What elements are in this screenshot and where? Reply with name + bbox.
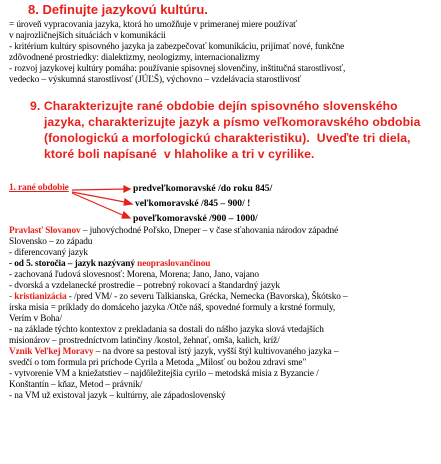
body-line-7 [9, 292, 435, 303]
body-line-14: - vytvorenie VM a kniežatstiev – najdôležitejšia cyrilo – metodská misia z Byzancie / [9, 369, 319, 379]
q8-line-2: v najrozličnejších situáciách v komunikácii [9, 31, 166, 41]
l7-rest: - /pred VM/ - zo severu Talkianska, Grécka, Nemecka (Bavorska), Škótsko – [66, 292, 348, 302]
body-line-8: írska misia = príklady do domáceho jazyka /Otče náš, spovedné formuly a krstné formuly, [9, 303, 336, 313]
body-line-13: svedčí o tom formula pri príchode Cyrila a Metoda „Milosť ou božou zdravi sme" [9, 358, 307, 368]
pravlast-label: Pravlasť Slovanov [9, 226, 81, 236]
arrow-to-povelkomoravske [72, 193, 127, 217]
neopraslovancina: neopraslovančinou [137, 259, 211, 269]
pravlast-rest: – juhovýchodné Poľsko, Dneper – v čase sťahovania národov západné [80, 226, 339, 236]
kristianizacia: - kristianizácia [9, 292, 67, 302]
body-line-10: - na základe týchto kontextov z prekladania sa dostali do nášho jazyka slová vtedajších [9, 325, 324, 335]
question-9-heading-line-2: jazyka, charakterizujte jazyk a písmo veľkomoravského obdobia [30, 115, 421, 129]
arrow-head-2 [124, 199, 132, 205]
body-line-12 [9, 347, 435, 358]
body-line-15: Konštantín – kňaz, Metod – právnik/ [9, 380, 143, 390]
arrow-to-predvelkomoravske [72, 189, 128, 190]
body-line-11: misionárov – prostredníctvom latinčiny /kostol, žehnať, omša, kalich, kríž/ [9, 336, 280, 346]
period-velkomoravske-text: veľkomoravské /845 – 900/ ! [135, 198, 251, 209]
arrow-to-velkomoravske [72, 192, 130, 203]
body-line-9: Verím v Boha/ [9, 314, 62, 324]
body-line-2: Slovensko – zo západu [9, 237, 93, 247]
question-9-heading-line-3: (fonologickú a morfologickú charakteristiku). Uveďte tri diela, [30, 131, 411, 145]
arrow-head-1 [124, 186, 130, 192]
arrow-head-3 [122, 212, 130, 218]
q8-line-6: vedecko – výskumná starostlivosť (JÚĽŠ), výchovno – vzdelávacia starostlivosť [9, 75, 302, 85]
q8-line-4: zdôvodnené prostriedky: dialektizmy, neologizmy, internacionalizmy [9, 53, 260, 63]
l12-rest: – na dvore sa pestoval istý jazyk, vyšší štýl kultivovaného jazyka – [93, 347, 339, 357]
body-line-3: - diferencovaný jazyk [9, 248, 88, 258]
body-line-16: - na VM už existoval jazyk – kultúrny, ale západoslovenský [9, 391, 226, 401]
question-8-heading: 8. Definujte jazykovú kultúru. [28, 2, 208, 17]
body-line-pravlast [9, 226, 435, 237]
period-predvelkomoravske: predveľkomoravské /do roku 845/ [133, 183, 273, 194]
period-povelkomoravske: poveľkomoravské /900 – 1000/ [133, 213, 258, 224]
q8-line-5: - rozvoj jazykovej kultúry pomáha: používanie spisovnej slovenčiny, inštitučná starostlivosť, [9, 64, 346, 74]
q8-line-3: - kritérium kultúry spisovného jazyka ja zabezpečovať komunikáciu, prijímať nové, funkčne [9, 42, 345, 52]
vznik-velkej-moravy: Vznik Veľkej Moravy [9, 347, 94, 357]
period-label: 1. rané obdobie [9, 183, 69, 193]
body-line-5: - zachovaná ľudová slovesnosť: Morena, Morena; Jano, Jano, vajano [9, 270, 259, 280]
q8-line-1: = úroveň vypracovania jazyka, ktorá ho umožňuje v primeranej miere používať [9, 20, 297, 30]
body-line-4 [9, 259, 435, 270]
l4-bold: - od 5. storočia – jazyk nazývaný [9, 259, 138, 269]
question-9-heading-line-4: ktoré boli napísané v hlaholike a tri v cyrilike. [30, 147, 315, 161]
body-line-6: - dvorská a vzdelanecké prostredie – potrebný rokovací a štandardný jazyk [9, 281, 280, 291]
question-9-heading-line-1: 9. Charakterizujte rané obdobie dejín spisovného slovenského [30, 99, 398, 113]
